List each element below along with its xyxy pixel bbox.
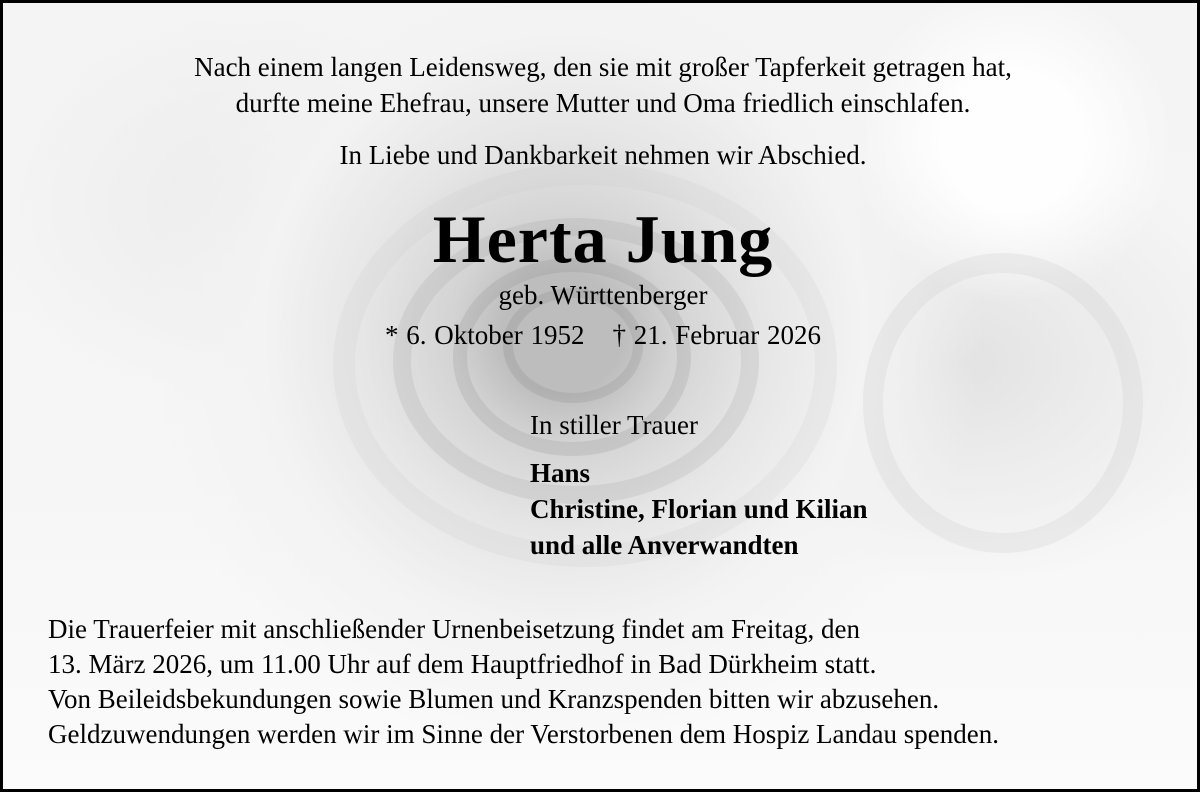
funeral-info-line: Die Trauerfeier mit anschließender Urnenbeisetzung findet am Freitag, den bbox=[48, 614, 860, 644]
deceased-name: Herta Jung bbox=[432, 201, 774, 277]
funeral-info-line: 13. März 2026, um 11.00 Uhr auf dem Hauptfriedhof in Bad Dürkheim statt. bbox=[48, 649, 877, 679]
birth-date: * 6. Oktober 1952 bbox=[385, 320, 585, 350]
intro-line-2: durfte meine Ehefrau, unsere Mutter und Oma friedlich einschlafen. bbox=[235, 88, 971, 118]
funeral-info-line: Geldzuwendungen werden wir im Sinne der Verstorbenen dem Hospiz Landau spenden. bbox=[48, 719, 999, 749]
mourner-name: Hans bbox=[530, 458, 591, 488]
mourner-name: und alle Anverwandten bbox=[530, 530, 799, 560]
intro-line-1: Nach einem langen Leidensweg, den sie mit großer Tapferkeit getragen hat, bbox=[194, 52, 1012, 82]
death-date: † 21. Februar 2026 bbox=[612, 320, 821, 350]
mourners-intro: In stiller Trauer bbox=[530, 410, 698, 440]
farewell-line: In Liebe und Dankbarkeit nehmen wir Abschied. bbox=[339, 140, 867, 170]
birth-name: geb. Württenberger bbox=[498, 280, 708, 310]
funeral-info-line: Von Beileidsbekundungen sowie Blumen und Kranzspenden bitten wir abzusehen. bbox=[48, 684, 940, 714]
mourner-name: Christine, Florian und Kilian bbox=[530, 494, 868, 524]
life-dates bbox=[3, 317, 1200, 353]
